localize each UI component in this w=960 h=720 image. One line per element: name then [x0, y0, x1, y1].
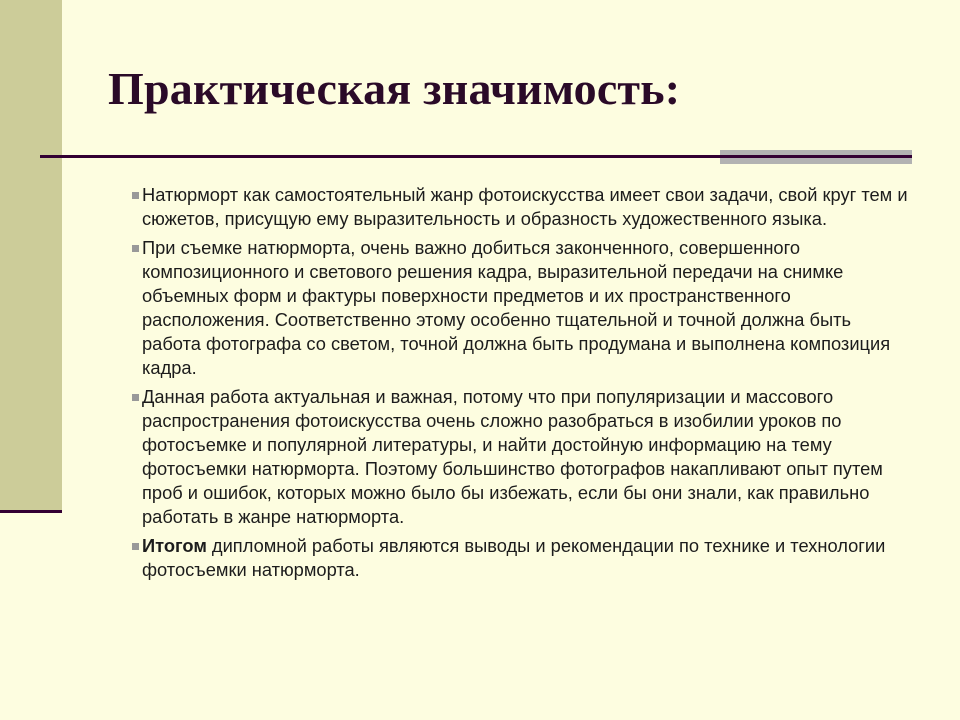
bullet-item	[133, 385, 913, 529]
bullet-text	[142, 237, 890, 378]
bullet-list	[133, 183, 913, 587]
square-bullet-icon	[132, 543, 139, 550]
bullet-text	[142, 386, 883, 527]
bullet-item	[133, 236, 913, 380]
bullet-item	[133, 183, 913, 231]
bullet-item	[133, 534, 913, 582]
square-bullet-icon	[132, 192, 139, 199]
square-bullet-icon	[132, 245, 139, 252]
bullet-bold-lead: Итогом	[142, 535, 207, 556]
side-decor-rule	[0, 510, 62, 513]
bullet-body: Данная работа актуальная и важная, потому что при популяризации и массового распространения фотоискусства очень сложно разобраться в изобилии уроков по фотосъемке и популярной литературы, и найти достойную информацию на тему фотосъемки натюрморта. Поэтому большинство фотографов накапливают опыт путем проб и ошибок, которых можно было бы избежать, если бы они знали, как правильно работать в жанре натюрморта.	[142, 386, 883, 527]
bullet-text	[142, 535, 885, 580]
page-title: Практическая значимость:	[108, 63, 681, 114]
bullet-text	[142, 184, 908, 229]
bullet-body: дипломной работы являются выводы и рекомендации по технике и технологии фотосъемки натюрморта.	[142, 535, 886, 580]
bullet-body: Натюрморт как самостоятельный жанр фотоискусства имеет свои задачи, свой круг тем и сюжетов, присущую ему выразительность и образность художественного языка.	[142, 184, 908, 229]
bullet-body: При съемке натюрморта, очень важно добиться законченного, совершенного композиционного и светового решения кадра, выразительной передачи на снимке объемных форм и фактуры поверхности предметов и их пространственного расположения. Соответственно этому особенно тщательной и точной должна быть работа фотографа со светом, точной должна быть продумана и выполнена композиция кадра.	[142, 237, 891, 378]
square-bullet-icon	[132, 394, 139, 401]
title-accent-rule	[720, 155, 912, 158]
side-decor-panel	[0, 0, 62, 512]
